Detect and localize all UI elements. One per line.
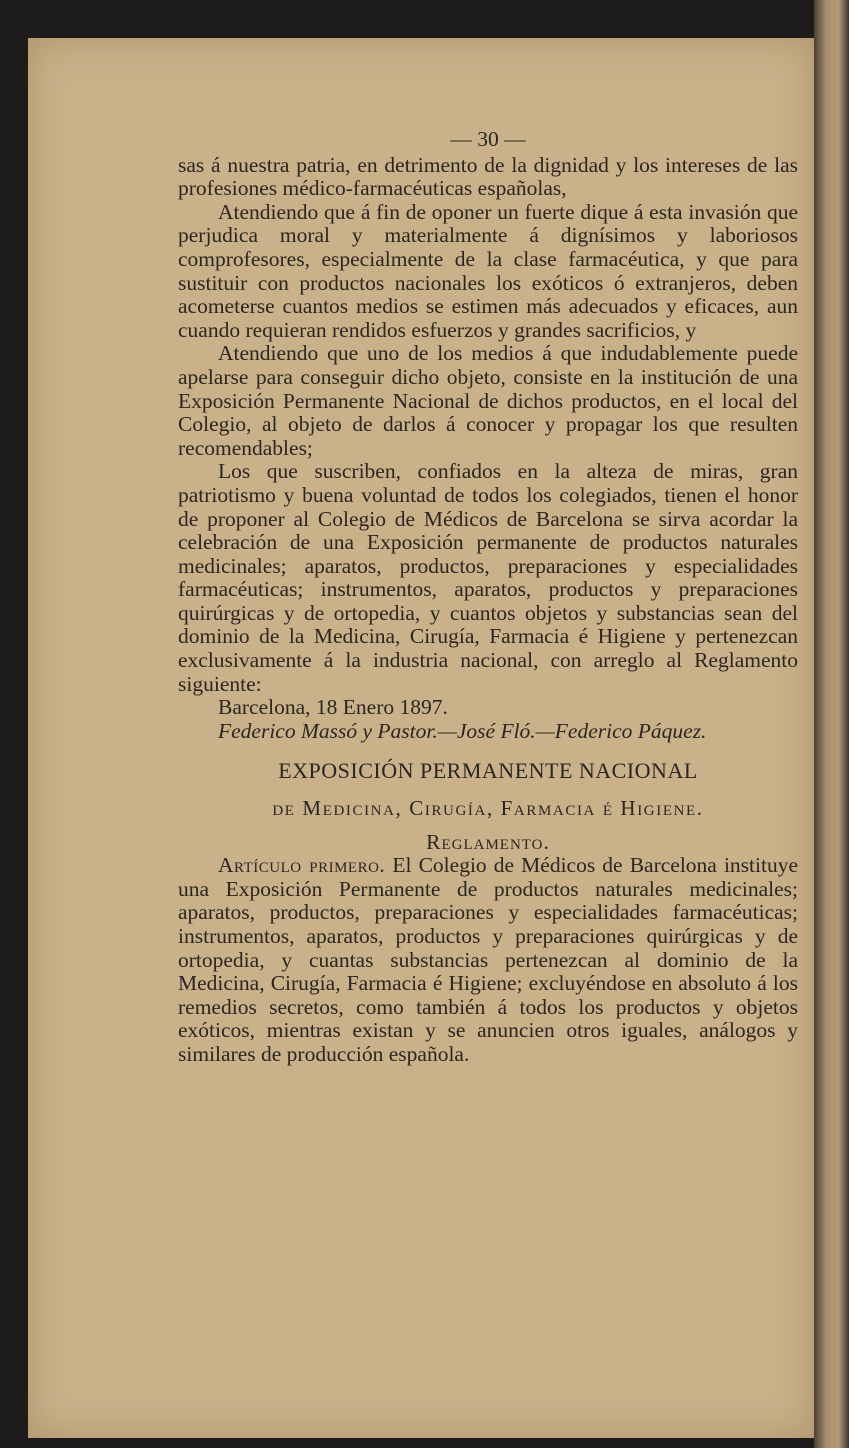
section-title: EXPOSICIÓN PERMANENTE NACIONAL [278,758,698,784]
article-first [178,854,798,1066]
paragraph-continuation: sas á nuestra patria, en detrimento de la dignidad y los intereses de las profesiones médico-farmacéuticas españolas, [178,152,798,201]
page-number: — 30 — [450,127,526,151]
date-line: Barcelona, 18 Enero 1897. [218,695,448,720]
reglamento-heading: Reglamento. [426,829,550,854]
adjacent-page-edge [814,0,849,1448]
paragraph-proposal: Los que suscriben, confiados en la alteza de miras, gran patriotismo y buena voluntad de todos los colegiados, tienen el honor de proponer al Colegio de Médicos de Barcelona se sirva acordar la celebración de una Exposición permanente de productos naturales medicinales; aparatos, productos, preparaciones y especialidades farmacéuticas; instrumentos, aparatos, productos y preparaciones quirúrgicas y de ortopedia, y cuantos objetos y substancias sean del dominio de la Medicina, Cirugía, Farmacia é Higiene y pertenezcan exclusivamente á la industria nacional, con arreglo al Reglamento siguiente: [178,459,798,696]
article-text: El Colegio de Médicos de Barcelona instituye una Exposición Permanente de productos naturales medicinales; aparatos, productos, preparaciones y especialidades farmacéuticas; instrumentos, aparatos, productos y preparaciones quirúrgicas y de ortopedia, y cuantas substancias pertenezcan al dominio de la Medicina, Cirugía, Farmacia é Higiene; excluyéndose en absoluto á los remedios secretos, como también á todos los productos y objetos exóticos, mientras existan y se anuncien otros iguales, análogos y similares de producción española. [178,853,799,1066]
paragraph-atendiendo-1: Atendiendo que á fin de oponer un fuerte dique á esta invasión que perjudica moral y materialmente á dignísimos y laboriosos comprofesores, especialmente de la clase farmacéutica, y que para sustituir con productos nacionales los exóticos ó extranjeros, deben acometerse cuantos medios se estimen más adecuados y eficaces, aun cuando requieran rendidos esfuerzos y grandes sacrificios, y [178,199,798,342]
article-label: Artículo primero. [218,853,386,878]
page-text-block [178,128,798,1067]
book-page [28,38,814,1438]
signatures: Federico Massó y Pastor.—José Fló.—Federico Páquez. [218,718,707,743]
section-subtitle: de Medicina, Cirugía, Farmacia é Higiene. [272,796,704,821]
paragraph-atendiendo-2: Atendiendo que uno de los medios á que indudablemente puede apelarse para conseguir dicho objeto, consiste en la institución de una Exposición Permanente Nacional de dichos productos, en el local del Colegio, al objeto de darlos á conocer y propagar los que resulten recomendables; [178,341,798,460]
